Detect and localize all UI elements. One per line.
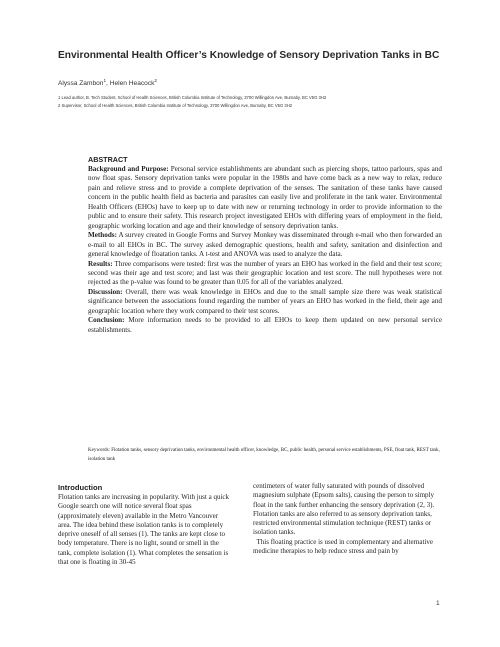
abstract-label: Discussion:: [88, 287, 123, 296]
abstract-heading: ABSTRACT: [88, 155, 128, 164]
intro-text-right: centimeters of water fully saturated with pounds of dissolved magnesium sulphate (Epsom salts), causing the person to simply float in the tank further enhancing the sensory deprivation (2, 3). Flotation tanks are also referred to as sensory deprivation tanks, restricted environmental stimulation technique (REST) tanks or isolation tanks.: [253, 482, 435, 537]
keywords-label: Keywords:: [88, 448, 110, 453]
affiliation-line: 2 Supervisor, School of Health Sciences, British Columbia Institute of Technology, 3700 Willingdon Ave, Burnaby, BC V5G 3H2: [58, 103, 293, 108]
author-list: [58, 77, 157, 87]
abstract-label: Background and Purpose:: [88, 165, 169, 173]
section-heading-introduction: Introduction: [58, 483, 103, 492]
abstract-text: Overall, there was weak knowledge in EHOs and due to the small sample size there was weak statistical significance between the associations found regarding the number of years an EHO has worked in the field, their age and geographic location where they work compared to their test scores.: [88, 287, 442, 315]
abstract-label: Results:: [88, 259, 113, 268]
abstract-body: [88, 165, 442, 335]
page-number: 1: [436, 600, 440, 607]
abstract-label: Conclusion:: [88, 316, 125, 325]
abstract-label: Methods:: [88, 231, 117, 240]
paper-title: Environmental Health Officer’s Knowledge of Sensory Deprivation Tanks in BC: [58, 50, 440, 61]
body-paragraph: [58, 493, 230, 567]
left-column: [58, 483, 230, 567]
abstract-paragraph: [88, 260, 442, 288]
abstract-text: A survey created in Google Forms and Survey Monkey was disseminated through e-mail who then forwarded an e-mail to all EHOs in BC. The survey asked demographic questions, health and safety, sanitation and disinfection and general knowledge of floatation tanks. A t-test and ANOVA was used to analyze the data.: [88, 231, 442, 259]
abstract-paragraph: [88, 288, 442, 316]
abstract-text: More information needs to be provided to all EHOs to keep them updated on new personal service establishments.: [88, 316, 442, 334]
author-name: Alyssa Zambon: [58, 80, 104, 87]
author-superscript: 1: [103, 77, 107, 83]
abstract-paragraph: [88, 231, 442, 259]
affiliation-line: 1 Lead author, B. Tech Student, School of Health Sciences, British Columbia Institute of Technology, 3700 Willingdon Ave, Burnaby, BC V5G 3H2: [58, 95, 327, 100]
author-name: Helen Heacock: [109, 80, 155, 87]
keywords: [88, 447, 444, 464]
right-column: [253, 482, 443, 556]
intro-text-right: This floating practice is used in complementary and alternative medicine therapies to help reduce stress and pain by: [253, 537, 433, 556]
author-superscript: 2: [154, 77, 157, 83]
author-separator: ,: [106, 80, 110, 87]
intro-text-left: Flotation tanks are increasing in popularity. With just a quick Google search one will notice several float spas (approximately eleven) available in the Metro Vancouver area. The idea behind these isolation tanks is to completely deprive oneself of all senses (1). The tanks are kept close to body temperature. There is no light, sound or smell in the tank, complete isolation (1). What completes the sensation is that one is floating in 30-45: [58, 493, 229, 567]
body-paragraph: [253, 482, 443, 556]
abstract-paragraph: [88, 165, 442, 231]
abstract-text: Three comparisons were tested: first was the number of years an EHO has worked in the field and their test score; second was their age and test score; and last was their geographic location and test score. The null hypotheses were not rejected as the p-value was found to be greater than 0.05 for all of the variables analyzed.: [88, 259, 442, 287]
abstract-paragraph: [88, 316, 442, 335]
keywords-text: Flotation tanks, sensory deprivation tanks, environmental health officer, knowledge, BC, public health, personal service establishments, PSE, float tank, REST tank, isolation tank: [88, 448, 440, 462]
abstract-text: Personal service establishments are abundant such as piercing shops, tattoo parlours, spas and now float spas. Sensory deprivation tanks were popular in the 1980s and have come back as a new way to relax, reduce pain and relieve stress and to provide a complete deprivation of the senses. The sanitation of these tanks have caused concern in the public health field as bacteria and parasites can easily live and proliferate in the tank water. Environmental Health Officers (EHOs) have to keep up to date with new or returning technology in order to provide information to the public and to ensure their safety. This research project investigated EHOs with differing years of employment in the field, geographic working location and age and their knowledge of sensory deprivation tanks.: [88, 165, 442, 230]
